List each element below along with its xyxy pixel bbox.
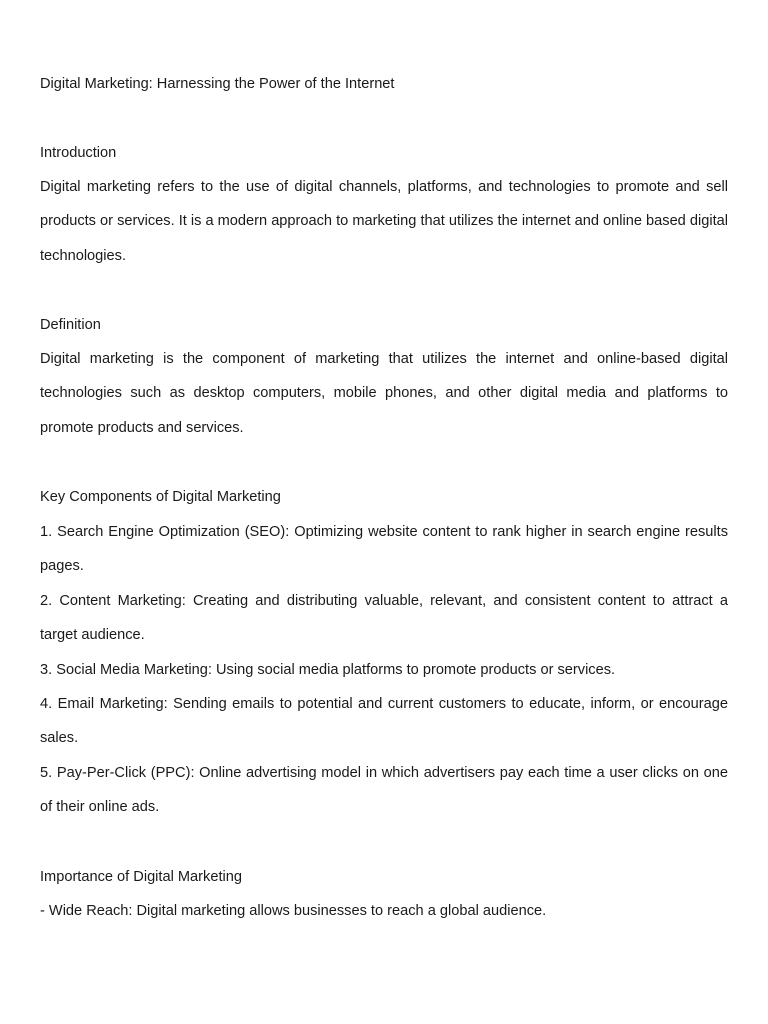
- list-item-social-media: 3. Social Media Marketing: Using social media platforms to promote products or services.: [40, 662, 616, 678]
- definition-paragraph: Digital marketing is the component of marketing that utilizes the internet and online-based digital technologies such as desktop computers, mobile phones, and other digital media and platforms to promote products and services.: [40, 351, 728, 436]
- list-item-ppc: 5. Pay-Per-Click (PPC): Online advertising model in which advertisers pay each time a user clicks on one of their online ads.: [40, 765, 728, 816]
- key-components-heading: Key Components of Digital Marketing: [40, 489, 281, 505]
- list-item-seo: 1. Search Engine Optimization (SEO): Optimizing website content to rank higher in search engine results pages.: [40, 524, 728, 575]
- list-item-wide-reach: - Wide Reach: Digital marketing allows businesses to reach a global audience.: [40, 903, 547, 919]
- definition-heading: Definition: [40, 317, 101, 333]
- importance-heading: Importance of Digital Marketing: [40, 869, 242, 885]
- list-item-content-marketing: 2. Content Marketing: Creating and distributing valuable, relevant, and consistent content to attract a target audience.: [40, 593, 728, 644]
- list-item-email-marketing: 4. Email Marketing: Sending emails to potential and current customers to educate, inform, or encourage sales.: [40, 696, 728, 747]
- introduction-paragraph: Digital marketing refers to the use of digital channels, platforms, and technologies to promote and sell products or services. It is a modern approach to marketing that utilizes the internet and online based digital technologies.: [40, 179, 728, 264]
- document-title: Digital Marketing: Harnessing the Power of the Internet: [40, 76, 395, 92]
- introduction-heading: Introduction: [40, 145, 117, 161]
